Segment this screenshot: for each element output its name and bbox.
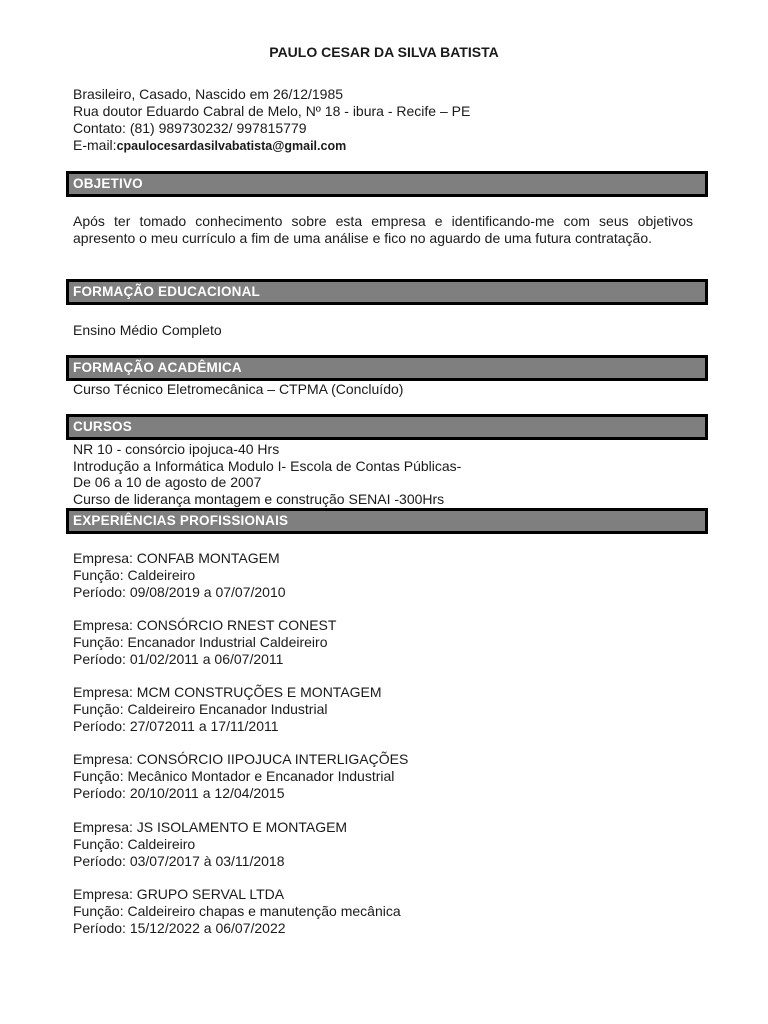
section-header-formacao-educacional: FORMAÇÃO EDUCACIONAL	[66, 279, 708, 305]
section-header-objetivo: OBJETIVO	[66, 171, 708, 197]
experience-funcao: Função: Caldeireiro	[73, 567, 196, 583]
experience-periodo: Período: 15/12/2022 a 06/07/2022	[73, 920, 286, 936]
curso-item: Curso de liderança montagem e construção SENAI -300Hrs	[73, 491, 445, 507]
email-line	[73, 137, 346, 155]
experience-empresa: Empresa: CONSÓRCIO RNEST CONEST	[73, 617, 337, 633]
experience-periodo: Período: 27/072011 a 17/11/2011	[73, 718, 279, 734]
experience-periodo: Período: 09/08/2019 a 07/07/2010	[73, 584, 286, 600]
experience-funcao: Função: Mecânico Montador e Encanador Industrial	[73, 768, 395, 784]
curso-item: NR 10 - consórcio ipojuca-40 Hrs	[73, 441, 280, 457]
personal-info-line: Brasileiro, Casado, Nascido em 26/12/1985	[73, 86, 344, 102]
experience-empresa: Empresa: MCM CONSTRUÇÕES E MONTAGEM	[73, 684, 382, 700]
email-value: cpaulocesardasilvabatista@gmail.com	[116, 139, 347, 153]
curso-item: De 06 a 10 de agosto de 2007	[73, 474, 262, 490]
formacao-educacional-text: Ensino Médio Completo	[73, 322, 222, 338]
experience-periodo: Período: 20/10/2011 a 12/04/2015	[73, 785, 285, 801]
contact-line: Contato: (81) 989730232/ 997815779	[73, 120, 307, 136]
experience-periodo: Período: 03/07/2017 à 03/11/2018	[73, 853, 285, 869]
experience-funcao: Função: Caldeireiro chapas e manutenção mecânica	[73, 903, 401, 919]
experience-empresa: Empresa: CONFAB MONTAGEM	[73, 550, 280, 566]
formacao-academica-text: Curso Técnico Eletromecânica – CTPMA (Concluído)	[73, 381, 404, 397]
experience-empresa: Empresa: GRUPO SERVAL LTDA	[73, 886, 285, 902]
section-header-formacao-academica: FORMAÇÃO ACADÊMICA	[66, 355, 708, 381]
experience-periodo: Período: 01/02/2011 a 06/07/2011	[73, 651, 284, 667]
experience-empresa: Empresa: CONSÓRCIO IIPOJUCA INTERLIGAÇÕES	[73, 751, 409, 767]
section-header-cursos: CURSOS	[66, 414, 708, 440]
experience-funcao: Função: Caldeireiro Encanador Industrial	[73, 701, 328, 717]
address-line: Rua doutor Eduardo Cabral de Melo, Nº 18 - ibura - Recife – PE	[73, 103, 471, 119]
curso-item: Introdução a Informática Modulo I- Escola de Contas Públicas-	[73, 458, 462, 474]
email-label: E-mail:	[73, 137, 117, 153]
experience-funcao: Função: Caldeireiro	[73, 836, 196, 852]
experience-funcao: Função: Encanador Industrial Caldeireiro	[73, 634, 328, 650]
section-header-experiencias: EXPERIÊNCIAS PROFISSIONAIS	[66, 508, 708, 534]
objetivo-text: Após ter tomado conhecimento sobre esta empresa e identificando-me com seus objetivos apresento o meu currículo a fim de uma análise e fico no aguardo de uma futura contratação.	[73, 213, 693, 246]
experience-empresa: Empresa: JS ISOLAMENTO E MONTAGEM	[73, 819, 348, 835]
page-title: PAULO CESAR DA SILVA BATISTA	[269, 44, 499, 60]
